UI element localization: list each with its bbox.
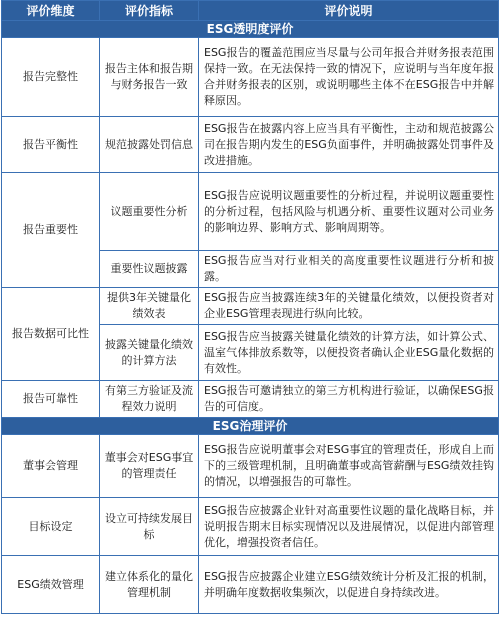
indicator-cell: 议题重要性分析 [100, 173, 199, 251]
table-row [2, 435, 499, 498]
section-header-row [2, 418, 499, 435]
table-body [2, 21, 499, 614]
header-dimension: 评价维度 [2, 1, 100, 21]
table-header [2, 1, 499, 21]
indicator-cell: 建立体系化的量化管理机制 [100, 556, 199, 614]
dimension-cell: ESG绩效管理 [2, 556, 100, 614]
description-cell: ESG报告应当对行业相关的高度重要性议题进行分析和披露。 [199, 251, 499, 288]
dimension-cell: 报告可靠性 [2, 381, 100, 418]
header-row [2, 1, 499, 21]
indicator-cell: 规范披露处罚信息 [100, 117, 199, 173]
description-cell: ESG报告在披露内容上应当具有平衡性，主动和规范披露公司在报告期内发生的ESG负面事件，并明确披露处罚事件及改进措施。 [199, 117, 499, 173]
table-row [2, 498, 499, 556]
indicator-cell: 提供3年关键量化绩效表 [100, 288, 199, 325]
header-indicator: 评价指标 [100, 1, 199, 21]
table-row [2, 117, 499, 173]
indicator-cell: 重要性议题披露 [100, 251, 199, 288]
description-cell: ESG报告的覆盖范围应当尽量与公司年报合并财务报表范围保持一致。在无法保持一致的情况下，应说明与当年度年报合并财务报表的区别，或说明哪些主体不在ESG报告中并解释原因。 [199, 38, 499, 117]
indicator-cell: 有第三方验证及流程效力说明 [100, 381, 199, 418]
dimension-cell: 报告重要性 [2, 173, 100, 288]
dimension-cell: 报告平衡性 [2, 117, 100, 173]
description-cell: ESG报告应说明议题重要性的分析过程，并说明议题重要性的分析过程，包括风险与机遇分析、重要性议题对公司业务的影响边界、影响方式、影响周期等。 [199, 173, 499, 251]
table-row [2, 173, 499, 251]
description-cell: ESG报告应当披露连续3年的关键量化绩效，以便投资者对企业ESG管理表现进行纵向比较。 [199, 288, 499, 325]
section-title: ESG透明度评价 [2, 21, 499, 38]
header-description: 评价说明 [199, 1, 499, 21]
dimension-cell: 报告数据可比性 [2, 288, 100, 381]
description-cell: ESG报告可邀请独立的第三方机构进行验证，以确保ESG报告的可信度。 [199, 381, 499, 418]
dimension-cell: 目标设定 [2, 498, 100, 556]
section-title: ESG治理评价 [2, 418, 499, 435]
table-row [2, 288, 499, 325]
dimension-cell: 董事会管理 [2, 435, 100, 498]
indicator-cell: 披露关键量化绩效的计算方法 [100, 325, 199, 381]
section-header-row [2, 21, 499, 38]
table-row [2, 381, 499, 418]
esg-evaluation-table [1, 0, 499, 614]
description-cell: ESG报告应当披露关键量化绩效的计算方法，如计算公式、温室气体排放系数等，以便投资者确认企业ESG量化数据的有效性。 [199, 325, 499, 381]
indicator-cell: 报告主体和报告期与财务报告一致 [100, 38, 199, 117]
description-cell: ESG报告应披露企业针对高重要性议题的量化战略目标，并说明报告期末目标实现情况以及进展情况，以促进内部管理优化，增强投资者信任。 [199, 498, 499, 556]
table-row [2, 38, 499, 117]
indicator-cell: 设立可持续发展目标 [100, 498, 199, 556]
description-cell: ESG报告应说明董事会对ESG事宜的管理责任，形成自上而下的三级管理机制，且明确董事或高管薪酬与ESG绩效挂钩的情况，以增强报告的可靠性。 [199, 435, 499, 498]
indicator-cell: 董事会对ESG事宜的管理责任 [100, 435, 199, 498]
dimension-cell: 报告完整性 [2, 38, 100, 117]
description-cell: ESG报告应披露企业建立ESG绩效统计分析及汇报的机制，并明确年度数据收集频次，以促进自身持续改进。 [199, 556, 499, 614]
table-row [2, 556, 499, 614]
